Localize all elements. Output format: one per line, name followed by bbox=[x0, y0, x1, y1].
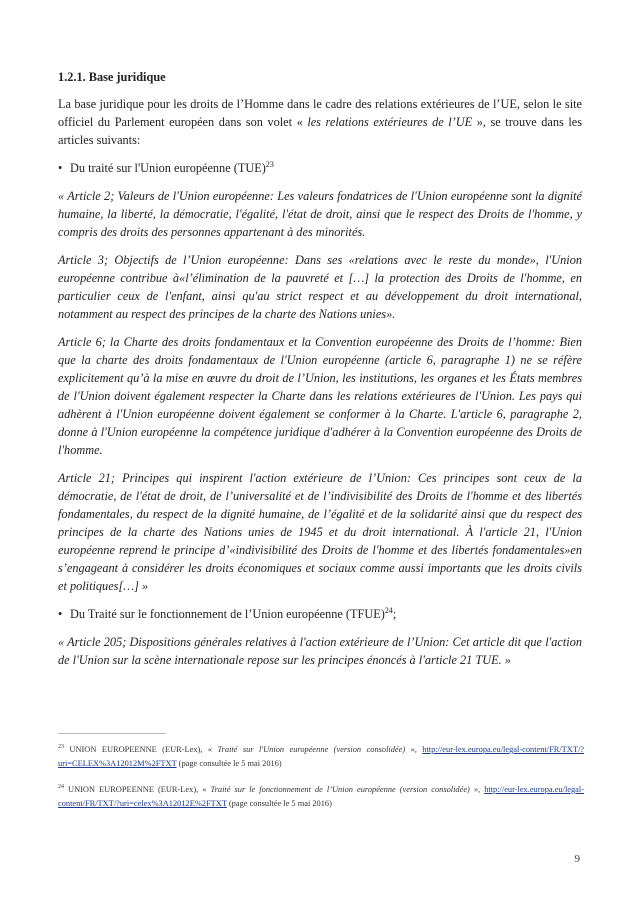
footnote-ref[interactable]: 23 bbox=[265, 159, 274, 169]
article-205-paragraph: « Article 205; Dispositions générales relatives à l'action extérieure de l’Union: Cet article dit que l'action de l'Union sur la scène internationale repose sur les principes énoncés à l'article 21 TUE. » bbox=[58, 635, 582, 667]
bullet-tue bbox=[58, 159, 582, 177]
footnote-ref[interactable]: 24 bbox=[384, 605, 393, 615]
bullet-text bbox=[70, 159, 274, 177]
intro-paragraph bbox=[58, 95, 582, 149]
footnote-title: Traité sur l'Union européenne (version consolidée) bbox=[217, 745, 406, 754]
footnote-24 bbox=[58, 783, 584, 811]
intro-text: La base juridique pour les droits de l’Homme dans le cadre des relations extérieures de l’UE, selon le site officiel du Parlement européen dans son volet « bbox=[58, 97, 582, 129]
footnote-link[interactable]: http://eur-lex.europa.eu/legal-content/FR/TXT/?uri=celex%3A12012E%2FTXT bbox=[58, 785, 585, 808]
page-number: 9 bbox=[574, 853, 580, 865]
section-heading: 1.2.1. Base juridique bbox=[58, 70, 166, 84]
footnote-link[interactable]: http://eur-lex.europa.eu/legal-content/FR/TXT/?uri=CELEX%3A12012M%2FTXT bbox=[58, 745, 584, 768]
article-21-paragraph: Article 21; Principes qui inspirent l'action extérieure de l’Union: Ces principes sont ceux de la démocratie, de l'état de droit, de l’universalité et de l’indivisibilité des Droits de l'homme et des libertés fondamentales, du respect de la dignité humaine, de l’égalité et de la solidarité ainsi que du respect des principes de la charte des Nations unies de 1945 et du droit international. À l'article 21, l'Union européenne reprend le principe d’«indivisibilité des Droits de l'homme et des libertés fondamentales»en s’engageant à considérer les droits économiques et sociaux comme aussi importants que les droits civils et politiques[…] » bbox=[58, 471, 582, 593]
footnote-date: (page consultée le 5 mai 2016) bbox=[226, 799, 332, 808]
footnote-text: », bbox=[405, 745, 423, 754]
bullet-label: Du Traité sur le fonctionnement de l’Union européenne (TFUE) bbox=[70, 607, 385, 621]
footnote-text: UNION EUROPEENNE (EUR-Lex), « bbox=[64, 785, 211, 794]
bullet-text bbox=[70, 605, 396, 623]
footnote-text: », bbox=[469, 785, 485, 794]
footnote-divider bbox=[58, 733, 166, 734]
article-3-paragraph: Article 3; Objectifs de l’Union européenne: Dans ses «relations avec le reste du monde», l'Union européenne contribue à«l’élimination de la pauvreté et […] la protection des Droits de l'homme, en particulier ceux de l'enfant, ainsi qu'au strict respect et au développement du droit international, notamment au respect des principes de la charte des Nations unies». bbox=[58, 253, 582, 321]
bullet-tfue bbox=[58, 605, 582, 623]
main-content bbox=[58, 68, 582, 679]
footnote-date: (page consultée le 5 mai 2016) bbox=[176, 759, 282, 768]
article-6-paragraph: Article 6; la Charte des droits fondamentaux et la Convention européenne des Droits de l’homme: Bien que la charte des droits fondamentaux de l'Union européenne (article 6, paragraphe 1) ne se réfère explicitement qu’à la mise en œuvre du droit de l’Union, les institutions, les organes et les États membres de l'Union doivent également respecter la Charte dans les relations extérieures de l'Union. Les pays qui adhèrent à l'Union européenne doivent également se conformer à la Charte. L'article 6, paragraphe 2, donne à l'Union européenne la compétence juridique d'adhérer à la Convention européenne des Droits de l'homme. bbox=[58, 335, 582, 457]
footnote-23 bbox=[58, 743, 584, 771]
intro-italic: les relations extérieures de l’UE bbox=[307, 115, 473, 129]
bullet-suffix: ; bbox=[392, 607, 397, 621]
footnote-number: 24 bbox=[58, 784, 64, 791]
footnote-number: 23 bbox=[58, 744, 64, 751]
bullet-symbol: • bbox=[58, 161, 63, 175]
article-2-paragraph: « Article 2; Valeurs de l'Union européenne: Les valeurs fondatrices de l'Union européenne sont la dignité humaine, la liberté, la démocratie, l'égalité, l'état de droit, ainsi que le respect des Droits de l'homme, y compris des droits des personnes appartenant à des minorités. bbox=[58, 189, 582, 239]
footnote-text: UNION EUROPEENNE (EUR-Lex), « bbox=[64, 745, 218, 754]
bullet-label: Du traité sur l'Union européenne (TUE) bbox=[70, 161, 266, 175]
intro-text-end: », se trouve dans les articles suivants: bbox=[58, 115, 583, 147]
bullet-symbol: • bbox=[58, 607, 63, 621]
footnote-title: Traité sur le fonctionnement de l’Union européenne (version consolidée) bbox=[210, 785, 470, 794]
